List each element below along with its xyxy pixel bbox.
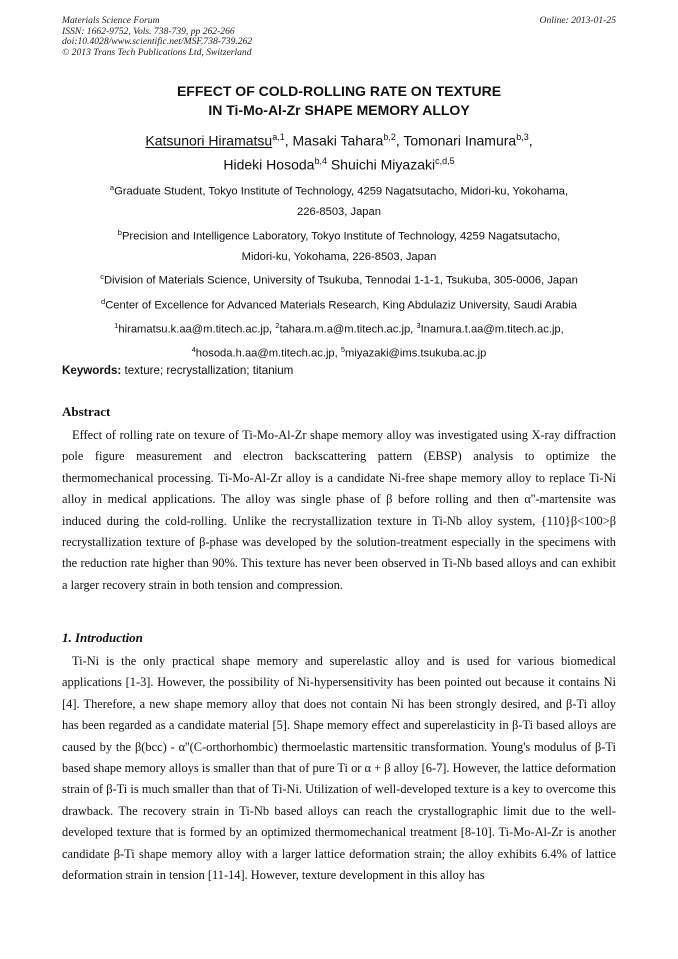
journal-header (62, 16, 616, 58)
email-line-1 (62, 316, 616, 340)
author-sup: b,2 (383, 132, 396, 142)
affiliation-text: Division of Materials Science, University of Tsukuba, Tennodai 1-1-1, Tsukuba, 305-0006, Japan (103, 275, 578, 288)
email-sup: 4 (191, 345, 196, 355)
author-name: Katsunori Hiramatsu (145, 132, 273, 149)
journal-name: Materials Science Forum (62, 15, 160, 26)
abstract-heading: Abstract (62, 404, 111, 419)
email-sup: 1 (114, 320, 119, 330)
author-sup: b,4 (314, 155, 327, 166)
keywords-label: Keywords: (62, 364, 122, 377)
author-name: Shuichi Miyazaki (326, 156, 436, 173)
copyright-line: © 2013 Trans Tech Publications Ltd, Switzerland (62, 46, 252, 58)
affiliation-sup: d (101, 296, 106, 306)
affiliation-text: Center of Excellence for Advanced Materials Research, King Abdulaziz University, Saudi Arabia (105, 299, 577, 312)
abstract-body (62, 425, 616, 596)
affiliation-sup: c (100, 272, 104, 282)
author-name: , Tomonari Inamura (395, 132, 517, 149)
affiliation-d (62, 292, 616, 316)
affiliation-a (62, 178, 616, 202)
author-list (62, 127, 616, 174)
keywords (62, 364, 616, 377)
doi-line: doi:10.4028/www.scientific.net/MSF.738-739.262 (62, 36, 253, 48)
email: tahara.m.a@m.titech.ac.jp, (279, 323, 417, 336)
email: hosoda.h.aa@m.titech.ac.jp, (195, 347, 341, 360)
title-line-1: EFFECT OF COLD-ROLLING RATE ON TEXTURE (176, 83, 502, 99)
affiliation-text: Graduate Student, Tokyo Institute of Technology, 4259 Nagatsutacho, Midori-ku, Yokohama, (114, 185, 569, 198)
email: Inamura.t.aa@m.titech.ac.jp, (420, 323, 564, 336)
author-sup: c,d,5 (435, 155, 455, 166)
author-line-2 (62, 151, 616, 175)
author-line-1 (62, 127, 616, 151)
affiliation-list (62, 178, 616, 364)
affiliation-text: Precision and Intelligence Laboratory, Tokyo Institute of Technology, 4259 Nagatsutacho, (121, 230, 561, 243)
issn-line: ISSN: 1662-9752, Vols. 738-739, pp 262-266 (62, 25, 235, 37)
affiliation-b-cont: Midori-ku, Yokohama, 226-8503, Japan (241, 250, 437, 263)
abstract-paragraph: Effect of rolling rate on texure of Ti-Mo-Al-Zr shape memory alloy was investigated using X-ray diffraction pole figure measurement and electron backscattering pattern (EBSP) analysis to optimize the thermomechanical processing. Ti-Mo-Al-Zr alloy is a candidate Ni-free shape memory alloy to replace Ti-Ni alloy in medical applications. The alloy was single phase of β before rolling and then α''-martensite was induced during the cold-rolling. Unlike the recrystallization texture in Ti-Nb alloy system, {110}β<100>β recrystallization texture of β-phase was developed by the solution-treatment especially in the specimens with the reduction rate higher than 90%. This texture has never been observed in Ti-Nb based alloys and can exhibit a larger recovery strain in both tension and compression. (62, 428, 616, 592)
author-separator: , (528, 132, 533, 149)
email: miyazaki@ims.tsukuba.ac.jp (345, 347, 487, 360)
title-line-2: IN Ti-Mo-Al-Zr SHAPE MEMORY ALLOY (208, 102, 470, 118)
paper-title (62, 82, 616, 120)
affiliation-a-cont: 226-8503, Japan (297, 206, 381, 219)
affiliation-c (62, 267, 616, 291)
affiliation-sup: a (109, 183, 115, 192)
introduction-heading: 1. Introduction (62, 630, 143, 645)
introduction-paragraph: Ti-Ni is the only practical shape memory and superelastic alloy and is used for various biomedical applications [1-3]. However, the possibility of Ni-hypersensitivity has been pointed out because it contains Ni [4]. Therefore, a new shape memory alloy that does not contain Ni has been strongly desired, and β-Ti alloy has been regarded as a candidate material [5]. Shape memory effect and superelasticity in β-Ti based alloys are caused by the β(bcc) - α''(C-orthorhombic) thermoelastic martensitic transformation. Young's modulus of β-Ti based shape memory alloys is smaller than that of pure Ti or α + β alloy [6-7]. However, the lattice deformation strain of β-Ti is much smaller than that of Ti-Ni. Utilization of well-developed texture is a key to overcome this drawback. The recovery strain in Ti-Nb based alloys can reach the crystallographic limit due to the well-developed texture that is formed by an optimized thermomechanical treatment [8-10]. Ti-Mo-Al-Zr is another candidate β-Ti shape memory alloy with a larger lattice deformation strain; the alloy exhibits 6.4% of lattice deformation strain in tension [11-14]. However, texture development in this alloy has (62, 654, 616, 883)
email: hiramatsu.k.aa@m.titech.ac.jp, (118, 323, 276, 336)
author-sup: a,1 (272, 132, 285, 142)
affiliation-sup: b (117, 227, 122, 237)
author-name: Hideki Hosoda (223, 156, 315, 173)
email-sup: 3 (416, 320, 421, 330)
affiliation-b (62, 223, 616, 247)
keywords-text: texture; recrystallization; titanium (121, 364, 294, 377)
introduction-body (62, 651, 616, 886)
email-line-2 (62, 340, 616, 364)
email-sup: 5 (340, 345, 346, 355)
author-sup: b,3 (516, 132, 529, 142)
author-name: , Masaki Tahara (284, 132, 384, 149)
online-date: Online: 2013-01-25 (539, 15, 616, 26)
email-sup: 2 (275, 320, 280, 330)
